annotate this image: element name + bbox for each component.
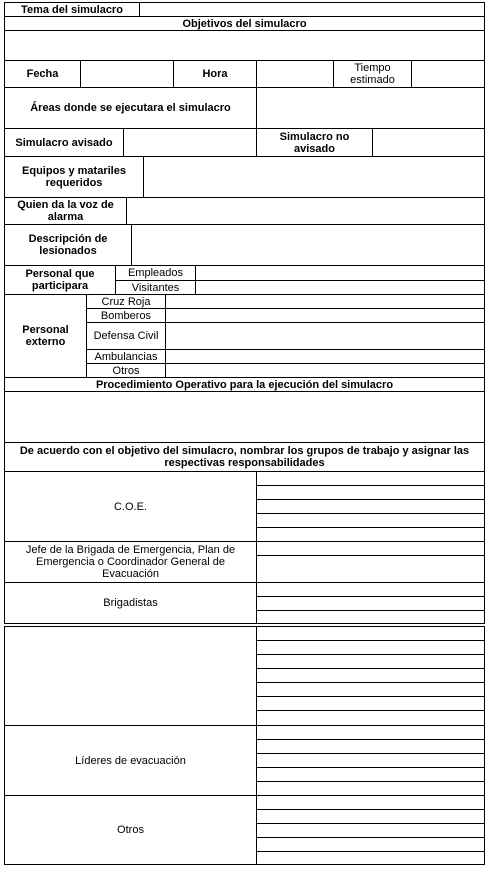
avisado-field[interactable]	[123, 128, 257, 157]
brigadistas-label: Brigadistas	[4, 582, 257, 624]
areas-label: Áreas donde se ejecutara el simulacro	[4, 87, 257, 129]
objetivos-header: Objetivos del simulacro	[4, 16, 485, 31]
externo-bomberos-field[interactable]	[165, 308, 485, 323]
lideres-label: Líderes de evacuación	[4, 725, 257, 796]
jefe-brigada-lines[interactable]	[256, 541, 485, 583]
continuation-label-cell	[4, 626, 257, 726]
hora-label: Hora	[173, 60, 257, 88]
hora-field[interactable]	[256, 60, 334, 88]
externo-ambulancias-label: Ambulancias	[86, 349, 166, 364]
lesionados-label: Descripción de lesionados	[4, 224, 132, 266]
personal-participa-label: Personal que participara	[4, 265, 116, 295]
empleados-label: Empleados	[115, 265, 196, 281]
brigadistas-lines[interactable]	[256, 582, 485, 624]
tema-field[interactable]	[139, 2, 485, 17]
personal-externo-label: Personal externo	[4, 294, 87, 378]
lideres-lines[interactable]	[256, 725, 485, 796]
fecha-field[interactable]	[80, 60, 174, 88]
procedimiento-field[interactable]	[4, 391, 485, 443]
externo-otros-label: Otros	[86, 363, 166, 378]
alarma-field[interactable]	[126, 197, 485, 225]
externo-defensa-civil-label: Defensa Civil	[86, 322, 166, 350]
avisado-label: Simulacro avisado	[4, 128, 124, 157]
otros-lines[interactable]	[256, 795, 485, 865]
objetivos-field[interactable]	[4, 30, 485, 61]
tiempo-label: Tiempo estimado	[333, 60, 412, 88]
tiempo-field[interactable]	[411, 60, 485, 88]
coe-label: C.O.E.	[4, 471, 257, 542]
procedimiento-header: Procedimiento Operativo para la ejecución del simulacro	[4, 377, 485, 392]
externo-cruz-roja-field[interactable]	[165, 294, 485, 309]
otros-label: Otros	[4, 795, 257, 865]
externo-otros-field[interactable]	[165, 363, 485, 378]
continuation-lines[interactable]	[256, 626, 485, 726]
externo-defensa-civil-field[interactable]	[165, 322, 485, 350]
no-avisado-label: Simulacro no avisado	[256, 128, 373, 157]
empleados-field[interactable]	[195, 265, 485, 281]
fecha-label: Fecha	[4, 60, 81, 88]
no-avisado-field[interactable]	[372, 128, 485, 157]
visitantes-field[interactable]	[195, 280, 485, 295]
lesionados-field[interactable]	[131, 224, 485, 266]
areas-field[interactable]	[256, 87, 485, 129]
alarma-label: Quien da la voz de alarma	[4, 197, 127, 225]
coe-lines[interactable]	[256, 471, 485, 542]
externo-ambulancias-field[interactable]	[165, 349, 485, 364]
externo-bomberos-label: Bomberos	[86, 308, 166, 323]
equipos-field[interactable]	[143, 156, 485, 198]
externo-cruz-roja-label: Cruz Roja	[86, 294, 166, 309]
grupos-header: De acuerdo con el objetivo del simulacro, nombrar los grupos de trabajo y asignar las respectivas responsabilidades	[4, 442, 485, 472]
jefe-brigada-label: Jefe de la Brigada de Emergencia, Plan de Emergencia o Coordinador General de Evacuación	[4, 541, 257, 583]
tema-label: Tema del simulacro	[4, 2, 140, 17]
visitantes-label: Visitantes	[115, 280, 196, 295]
equipos-label: Equipos y matariles requeridos	[4, 156, 144, 198]
